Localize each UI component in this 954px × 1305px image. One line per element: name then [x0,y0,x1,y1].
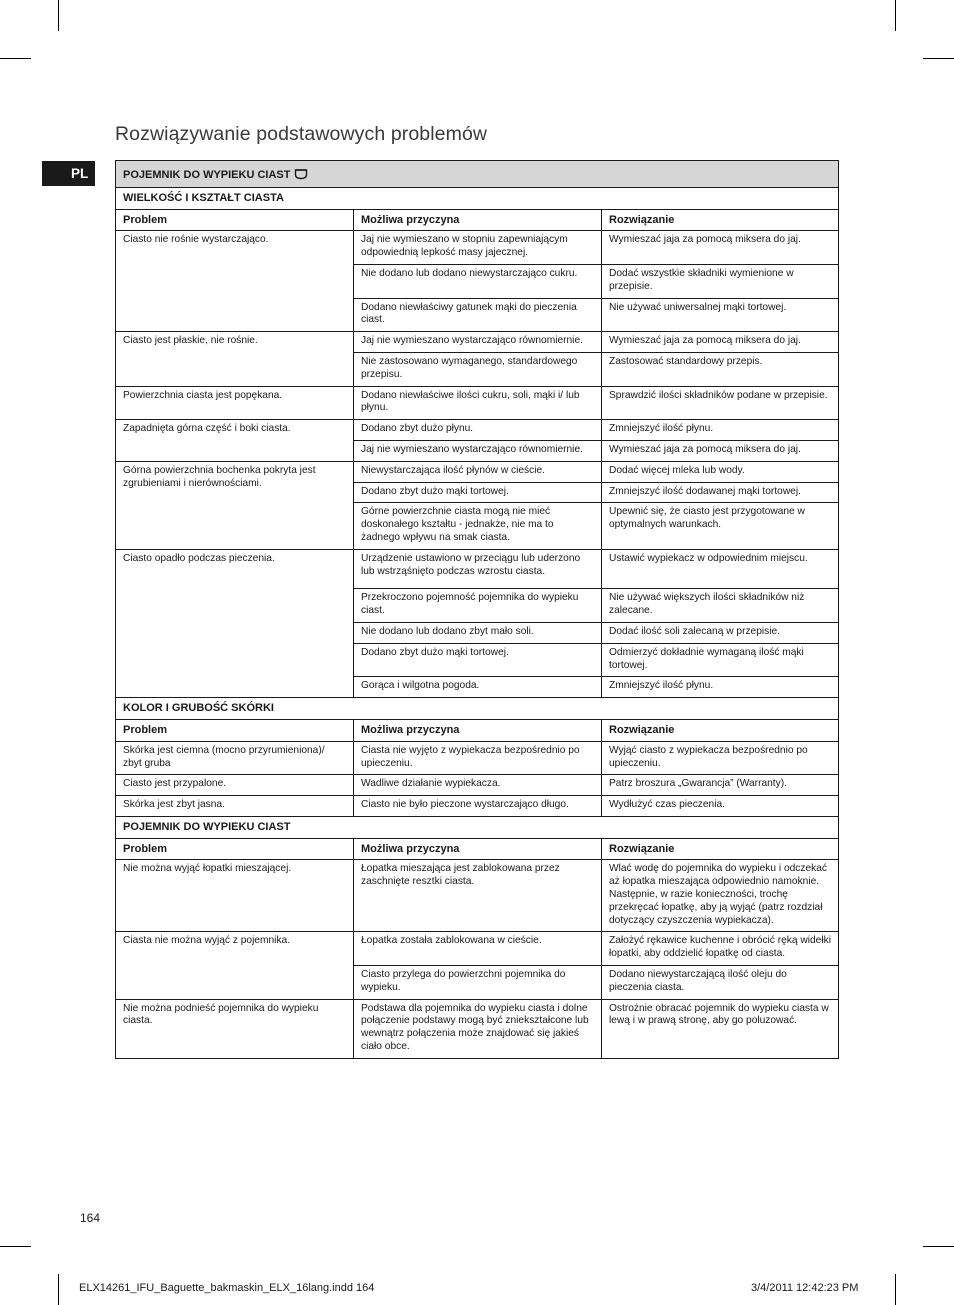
table-row [116,999,839,1058]
table-row [116,860,839,932]
crop-mark [923,58,954,59]
problem-cell: Ciasto opadło podczas pieczenia. [116,549,354,697]
table-title: POJEMNIK DO WYPIEKU CIAST [123,169,291,181]
solution-cell: Wlać wodę do pojemnika do wypieku i odczekać aż łopatka mieszająca odpowiednio namoknie. Następnie, w razie konieczności, trochę przekręcać łopatkę, aby ją wyjąć (patrz rozdział dotyczący czyszczenia wypiekacza). [602,860,839,932]
cause-cell: Wadliwe działanie wypiekacza. [354,775,602,796]
table-row [116,741,839,775]
cause-cell: Górne powierzchnie ciasta mogą nie mieć doskonałego kształtu - jednakże, nie ma to żadnego wpływu na smak ciasta. [354,503,602,549]
solution-cell: Dodać ilość soli zalecaną w przepisie. [602,622,839,643]
solution-cell: Nie używać większych ilości składników niż zalecane. [602,589,839,623]
problem-cell: Skórka jest zbyt jasna. [116,796,354,817]
cause-header: Możliwa przyczyna [354,719,602,741]
problem-cell: Powierzchnia ciasta jest popękana. [116,386,354,420]
table-row [116,420,839,441]
cause-cell: Dodano zbyt dużo mąki tortowej. [354,482,602,503]
cause-cell: Podstawa dla pojemnika do wypieku ciasta i dolne połączenie podstawy mogą być zniekształcone lub wewnątrz połączenia może znajdować się jakieś ciało obce. [354,999,602,1058]
column-header-row [116,838,839,860]
solution-cell: Wydłużyć czas pieczenia. [602,796,839,817]
problem-header: Problem [116,719,354,741]
cause-cell: Nie dodano lub dodano zbyt mało soli. [354,622,602,643]
page-title: Rozwiązywanie podstawowych problemów [115,123,488,146]
crop-mark [0,1246,31,1247]
cause-header: Możliwa przyczyna [354,209,602,231]
solution-header: Rozwiązanie [602,209,839,231]
cause-header: Możliwa przyczyna [354,838,602,860]
cause-cell: Dodano zbyt dużo mąki tortowej. [354,643,602,677]
problem-cell: Skórka jest ciemna (mocno przyrumieniona)/ zbyt gruba [116,741,354,775]
solution-cell: Dodać wszystkie składniki wymienione w przepisie. [602,264,839,298]
bread-pan-icon [294,168,308,184]
crop-mark [923,1246,954,1247]
cause-cell: Łopatka została zablokowana w cieście. [354,932,602,966]
column-header-row [116,719,839,741]
solution-cell: Odmierzyć dokładnie wymaganą ilość mąki tortowej. [602,643,839,677]
table-row [116,549,839,589]
solution-header: Rozwiązanie [602,838,839,860]
solution-cell: Upewnić się, że ciasto jest przygotowane w optymalnych warunkach. [602,503,839,549]
cause-cell: Urządzenie ustawiono w przeciągu lub uderzono lub wstrząśnięto podczas wzrostu ciasta. [354,549,602,589]
cause-cell: Dodano niewłaściwe ilości cukru, soli, mąki i/ lub płynu. [354,386,602,420]
crop-mark [58,0,59,31]
problem-cell: Zapadnięta górna część i boki ciasta. [116,420,354,462]
solution-cell: Sprawdzić ilości składników podane w przepisie. [602,386,839,420]
solution-cell: Wyjąć ciasto z wypiekacza bezpośrednio po upieczeniu. [602,741,839,775]
solution-cell: Zmniejszyć ilość płynu. [602,420,839,441]
problem-cell: Nie można wyjąć łopatki mieszającej. [116,860,354,932]
section-title-row [116,698,839,720]
cause-cell: Dodano zbyt dużo płynu. [354,420,602,441]
cause-cell: Jaj nie wymieszano w stopniu zapewniającym odpowiednią lepkość masy jajecznej. [354,231,602,265]
solution-cell: Dodać więcej mleka lub wody. [602,461,839,482]
crop-mark [0,58,31,59]
cause-cell: Ciasto przylega do powierzchni pojemnika do wypieku. [354,966,602,1000]
solution-cell: Zmniejszyć ilość dodawanej mąki tortowej. [602,482,839,503]
solution-cell: Założyć rękawice kuchenne i obrócić ręką widełki łopatki, aby oddzielić łopatkę od ciasta. [602,932,839,966]
solution-cell: Wymieszać jaja za pomocą miksera do jaj. [602,231,839,265]
crop-mark [895,0,896,31]
column-header-row [116,209,839,231]
page-number: 164 [80,1211,101,1225]
language-tab: PL [42,161,95,186]
table-title-row [116,161,839,188]
section-title-row [116,187,839,209]
problem-cell: Ciasto jest przypalone. [116,775,354,796]
cause-cell: Dodano niewłaściwy gatunek mąki do pieczenia ciast. [354,298,602,332]
table-row [116,775,839,796]
section-title-row [116,816,839,838]
solution-header: Rozwiązanie [602,719,839,741]
cause-cell: Nie zastosowano wymaganego, standardowego przepisu. [354,352,602,386]
solution-cell: Dodano niewystarczającą ilość oleju do pieczenia ciasta. [602,966,839,1000]
section-title: WIELKOŚĆ I KSZTAŁT CIASTA [116,187,839,209]
problem-cell: Nie można podnieść pojemnika do wypieku ciasta. [116,999,354,1058]
problem-cell: Ciasto nie rośnie wystarczająco. [116,231,354,332]
table-row [116,932,839,966]
table-row [116,796,839,817]
solution-cell: Wymieszać jaja za pomocą miksera do jaj. [602,440,839,461]
solution-cell: Wymieszać jaja za pomocą miksera do jaj. [602,332,839,353]
section-title: POJEMNIK DO WYPIEKU CIAST [116,816,839,838]
crop-mark [895,1274,896,1305]
cause-cell: Przekroczono pojemność pojemnika do wypieku ciast. [354,589,602,623]
solution-cell: Zastosować standardowy przepis. [602,352,839,386]
print-slug-date: 3/4/2011 12:42:23 PM [751,1282,859,1294]
solution-cell: Nie używać uniwersalnej mąki tortowej. [602,298,839,332]
solution-cell: Patrz broszura „Gwarancja” (Warranty). [602,775,839,796]
problem-cell: Górna powierzchnia bochenka pokryta jest zgrubieniami i nierównościami. [116,461,354,549]
problem-header: Problem [116,838,354,860]
table-row [116,386,839,420]
cause-cell: Jaj nie wymieszano wystarczająco równomiernie. [354,440,602,461]
cause-cell: Gorąca i wilgotna pogoda. [354,677,602,698]
cause-cell: Ciasta nie wyjęto z wypiekacza bezpośrednio po upieczeniu. [354,741,602,775]
table-title-cell [116,161,839,188]
section-title: KOLOR I GRUBOŚĆ SKÓRKI [116,698,839,720]
print-slug-file: ELX14261_IFU_Baguette_bakmaskin_ELX_16lang.indd 164 [79,1282,375,1294]
table-row [116,231,839,265]
cause-cell: Nie dodano lub dodano niewystarczająco cukru. [354,264,602,298]
problem-cell: Ciasto jest płaskie, nie rośnie. [116,332,354,386]
cause-cell: Ciasto nie było pieczone wystarczająco długo. [354,796,602,817]
troubleshooting-table [115,160,839,1059]
crop-mark [58,1274,59,1305]
problem-header: Problem [116,209,354,231]
cause-cell: Łopatka mieszająca jest zablokowana przez zaschnięte resztki ciasta. [354,860,602,932]
table-row [116,461,839,482]
table-row [116,332,839,353]
solution-cell: Zmniejszyć ilość płynu. [602,677,839,698]
cause-cell: Niewystarczająca ilość płynów w cieście. [354,461,602,482]
cause-cell: Jaj nie wymieszano wystarczająco równomiernie. [354,332,602,353]
solution-cell: Ostrożnie obracać pojemnik do wypieku ciasta w lewą i w prawą stronę, aby go poluzować. [602,999,839,1058]
problem-cell: Ciasta nie można wyjąć z pojemnika. [116,932,354,999]
solution-cell: Ustawić wypiekacz w odpowiednim miejscu. [602,549,839,589]
